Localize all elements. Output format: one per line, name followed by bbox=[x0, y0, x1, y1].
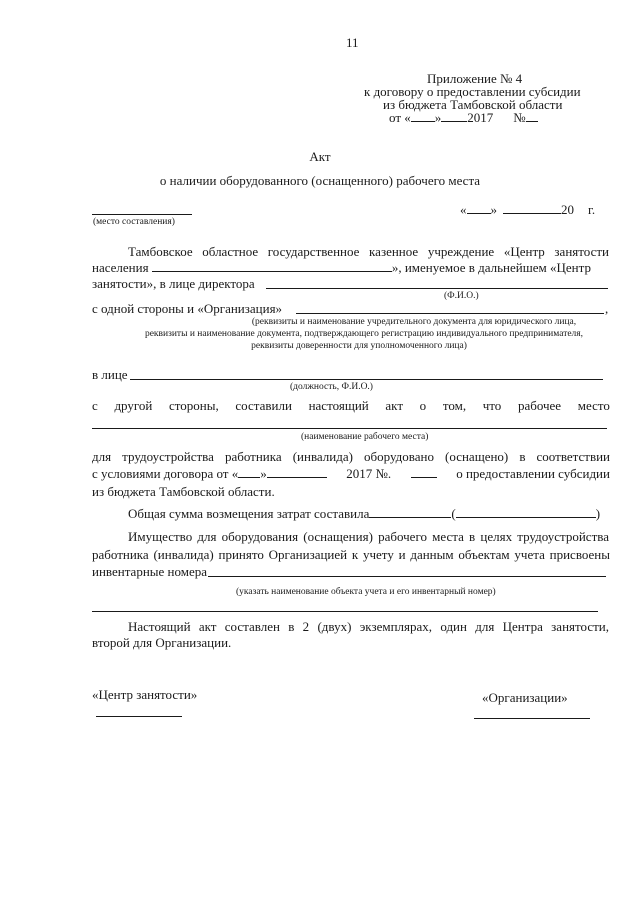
contract-month-blank[interactable] bbox=[267, 466, 327, 478]
appendix-date-line bbox=[389, 110, 538, 125]
sum-digits-blank[interactable] bbox=[369, 506, 451, 518]
date-line bbox=[460, 202, 595, 217]
contract-number-blank[interactable] bbox=[411, 466, 437, 478]
requisites-caption-2: реквизиты и наименование документа, подтверждающего регистрацию индивидуального предпринимателя, bbox=[144, 329, 584, 339]
appendix-month-blank[interactable] bbox=[441, 110, 467, 122]
inventory-blank[interactable] bbox=[208, 576, 606, 577]
para3-line1: для трудоустройства работника (инвалида) оборудовано (оснащено) в соответствии bbox=[92, 449, 610, 464]
para3-contract-from: с условиями договора от « bbox=[92, 466, 239, 481]
act-heading: Акт bbox=[309, 149, 331, 164]
side2-word: стороны, bbox=[169, 398, 219, 413]
para3-line3: из бюджета Тамбовской области. bbox=[92, 484, 275, 499]
sum-label: Общая сумма возмещения затрат составила bbox=[128, 506, 370, 521]
place-caption: (место составления) bbox=[93, 217, 175, 227]
side2-word: том, bbox=[442, 398, 467, 413]
place-blank[interactable] bbox=[92, 214, 192, 215]
fio-caption: (Ф.И.О.) bbox=[444, 291, 479, 301]
position-name-blank[interactable] bbox=[130, 379, 603, 380]
para5-line2: работника (инвалида) принято Организацией к учету и данным объектам учета присвоены bbox=[92, 547, 610, 562]
side2-word: что bbox=[482, 398, 502, 413]
page-number: 11 bbox=[346, 35, 359, 50]
para5-line1: Имущество для оборудования (оснащения) рабочего места в целях трудоустройства bbox=[128, 529, 609, 544]
signature-center-blank[interactable] bbox=[96, 716, 182, 717]
position-caption: (должность, Ф.И.О.) bbox=[290, 382, 373, 392]
sum-line bbox=[128, 506, 600, 521]
contract-day-blank[interactable] bbox=[238, 466, 260, 478]
side1-comma: , bbox=[605, 301, 609, 316]
in-person-label: в лице bbox=[92, 367, 128, 382]
para3-quote-close: » bbox=[260, 466, 267, 481]
para3-line2 bbox=[92, 466, 610, 481]
side2-word: другой bbox=[114, 398, 153, 413]
date-month-blank[interactable] bbox=[503, 202, 561, 214]
para6-line2: второй для Организации. bbox=[92, 635, 232, 650]
sum-words-blank[interactable] bbox=[456, 506, 596, 518]
date-year: 20 bbox=[561, 202, 574, 217]
sum-paren-open: ( bbox=[451, 506, 456, 521]
para1-line2-end: », именуемое в дальнейшем «Центр bbox=[391, 260, 591, 275]
sum-paren-close: ) bbox=[595, 506, 601, 521]
side2-line bbox=[92, 398, 610, 413]
side2-word: с bbox=[92, 398, 98, 413]
workplace-caption: (наименование рабочего места) bbox=[301, 432, 429, 442]
para3-subsidy: о предоставлении субсидии bbox=[456, 466, 610, 481]
workplace-blank[interactable] bbox=[92, 428, 607, 429]
signature-center-label: «Центр занятости» bbox=[92, 687, 198, 702]
appendix-title: Приложение № 4 bbox=[427, 71, 523, 86]
para1-line2 bbox=[92, 260, 610, 275]
date-suffix: г. bbox=[588, 202, 596, 217]
appendix-number-blank[interactable] bbox=[526, 110, 538, 122]
signature-organization-blank[interactable] bbox=[474, 718, 590, 719]
para5-line3: инвентарные номера bbox=[92, 564, 208, 579]
para1-line1: Тамбовское областное государственное казенное учреждение «Центр занятости bbox=[128, 244, 609, 259]
appendix-line-budget: из бюджета Тамбовской области bbox=[383, 97, 563, 112]
appendix-day-blank[interactable] bbox=[411, 110, 435, 122]
inventory-caption: (указать наименование объекта учета и его инвентарный номер) bbox=[236, 587, 496, 597]
side1-label: с одной стороны и «Организация» bbox=[92, 301, 283, 316]
appendix-year: 2017 bbox=[467, 110, 494, 125]
appendix-quote-close: » bbox=[434, 110, 442, 125]
appendix-from-label: от « bbox=[389, 110, 411, 125]
appendix-number-label: № bbox=[513, 110, 526, 125]
side2-word: составили bbox=[235, 398, 292, 413]
organization-blank[interactable] bbox=[296, 313, 604, 314]
center-name-blank[interactable] bbox=[152, 260, 392, 272]
side2-word: место bbox=[577, 398, 610, 413]
requisites-caption-1: (реквизиты и наименование учредительного документа для юридического лица, bbox=[251, 317, 577, 327]
para3-year-number: 2017 №. bbox=[346, 466, 392, 481]
side2-word: рабочее bbox=[517, 398, 562, 413]
para6-line1: Настоящий акт составлен в 2 (двух) экземплярах, один для Центра занятости, bbox=[128, 619, 609, 634]
para1-population: населения bbox=[92, 260, 149, 275]
requisites-caption-3: реквизиты доверенности для уполномоченного лица) bbox=[251, 341, 467, 351]
side2-word: настоящий bbox=[308, 398, 369, 413]
date-quote-close: » bbox=[490, 202, 497, 217]
date-quote-open: « bbox=[460, 202, 467, 217]
act-subheading: о наличии оборудованного (оснащенного) рабочего места bbox=[159, 173, 481, 188]
date-day-blank[interactable] bbox=[467, 202, 491, 214]
side2-word: о bbox=[419, 398, 427, 413]
appendix-line-contract: к договору о предоставлении субсидии bbox=[364, 84, 581, 99]
inventory-extra-blank[interactable] bbox=[92, 611, 598, 612]
side2-word: акт bbox=[385, 398, 404, 413]
director-name-blank[interactable] bbox=[266, 288, 608, 289]
para1-line3: занятости», в лице директора bbox=[92, 276, 255, 291]
signature-organization-label: «Организации» bbox=[482, 690, 568, 705]
